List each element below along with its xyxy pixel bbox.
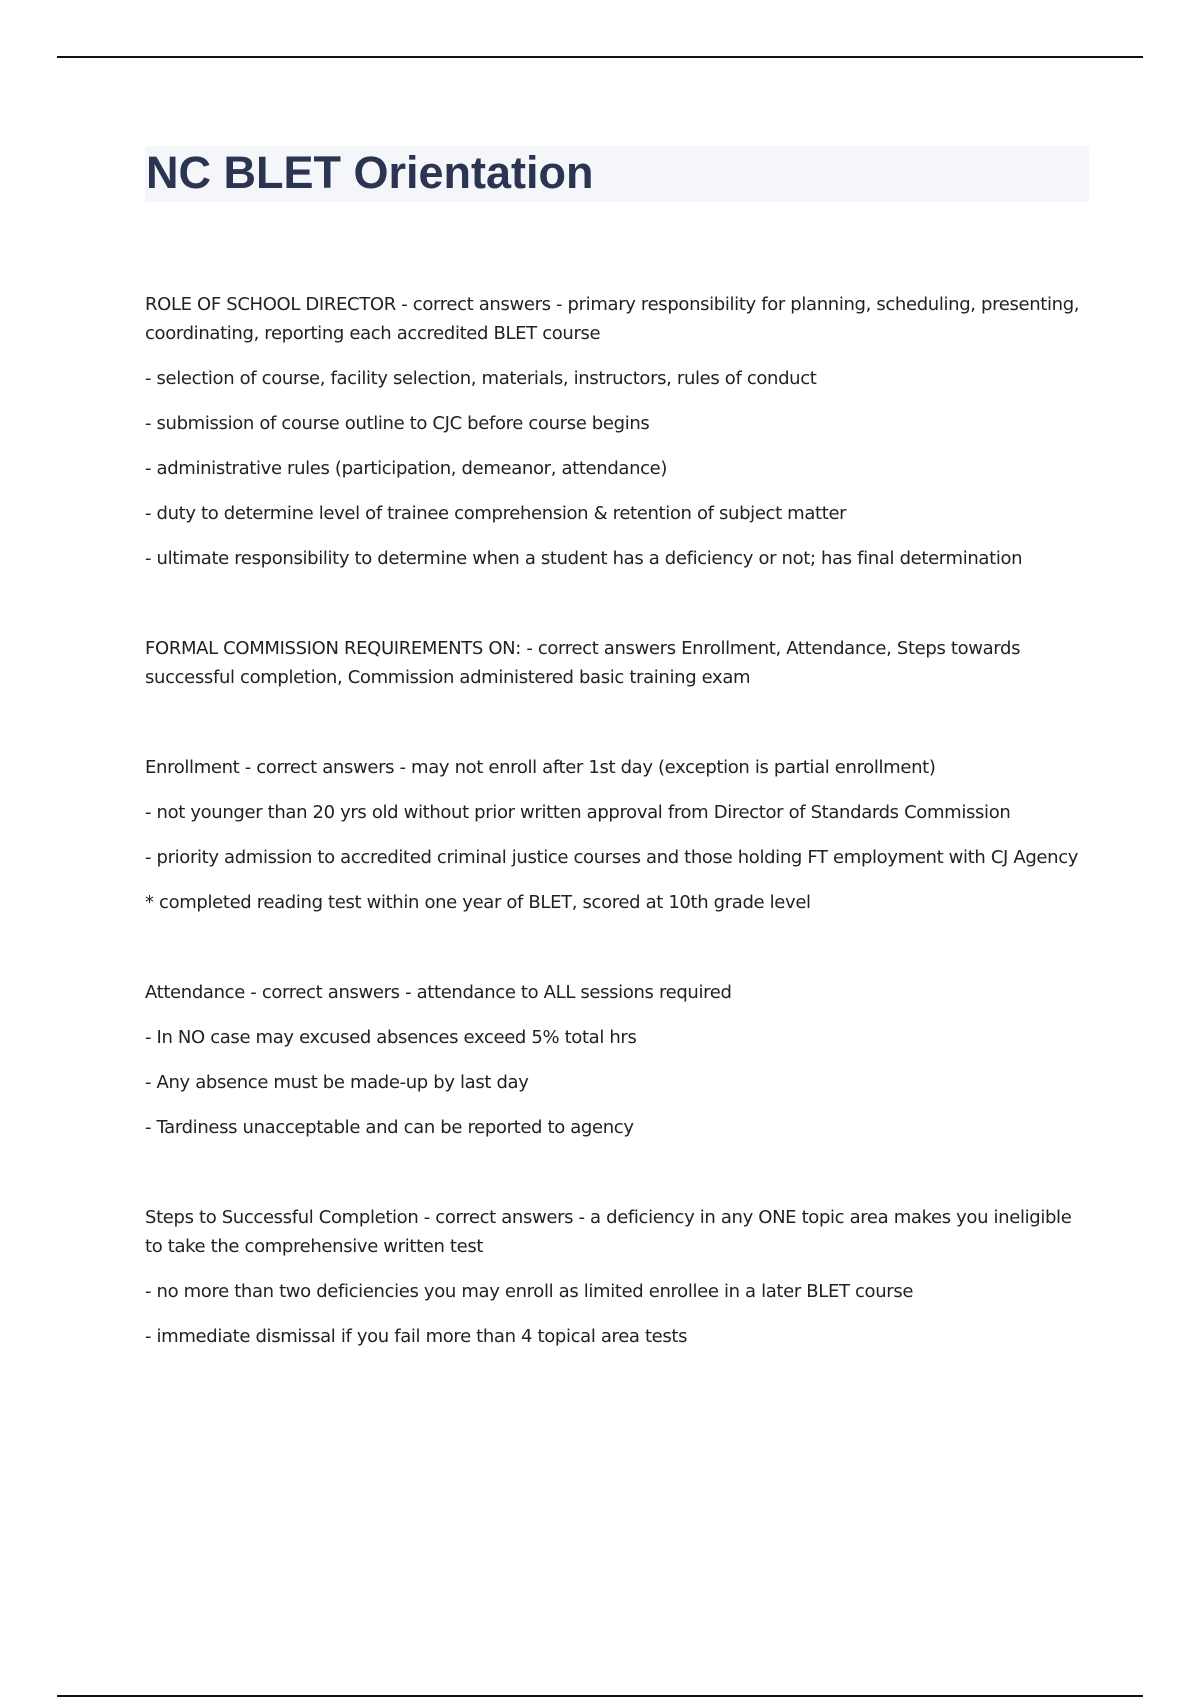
section-heading: Enrollment - correct answers - may not enroll after 1st day (exception is partial enrollment) [145,757,936,778]
section-steps-to-successful-completion [145,1203,1085,1351]
section-attendance [145,978,1085,1142]
section-heading: Steps to Successful Completion - correct answers - a deficiency in any ONE topic area makes you ineligible to take the comprehensive written test [145,1207,1072,1257]
list-item: - submission of course outline to CJC before course begins [145,413,650,434]
list-item: - duty to determine level of trainee comprehension & retention of subject matter [145,503,847,524]
section-heading: FORMAL COMMISSION REQUIREMENTS ON: - correct answers Enrollment, Attendance, Steps towards successful completion, Commission administered basic training exam [145,638,1021,688]
section-formal-commission-requirements [145,634,1085,692]
section-enrollment [145,753,1085,917]
list-item: - immediate dismissal if you fail more than 4 topical area tests [145,1326,688,1347]
list-item: - Tardiness unacceptable and can be reported to agency [145,1117,634,1138]
list-item: - no more than two deficiencies you may enroll as limited enrollee in a later BLET course [145,1281,914,1302]
list-item: - priority admission to accredited criminal justice courses and those holding FT employment with CJ Agency [145,847,1079,868]
document-body [145,290,1085,1412]
section-role-of-school-director [145,290,1085,573]
section-heading: Attendance - correct answers - attendance to ALL sessions required [145,982,732,1003]
list-item: - not younger than 20 yrs old without prior written approval from Director of Standards Commission [145,802,1011,823]
list-item: * completed reading test within one year of BLET, scored at 10th grade level [145,892,811,913]
list-item: - ultimate responsibility to determine when a student has a deficiency or not; has final determination [145,548,1023,569]
list-item: - selection of course, facility selection, materials, instructors, rules of conduct [145,368,817,389]
list-item: - administrative rules (participation, demeanor, attendance) [145,458,668,479]
top-rule [57,56,1143,58]
document-title: NC BLET Orientation [146,147,594,198]
section-heading: ROLE OF SCHOOL DIRECTOR - correct answers - primary responsibility for planning, scheduling, presenting, coordinating, reporting each accredited BLET course [145,294,1080,344]
list-item: - Any absence must be made-up by last day [145,1072,529,1093]
bottom-rule [57,1695,1143,1697]
list-item: - In NO case may excused absences exceed 5% total hrs [145,1027,637,1048]
